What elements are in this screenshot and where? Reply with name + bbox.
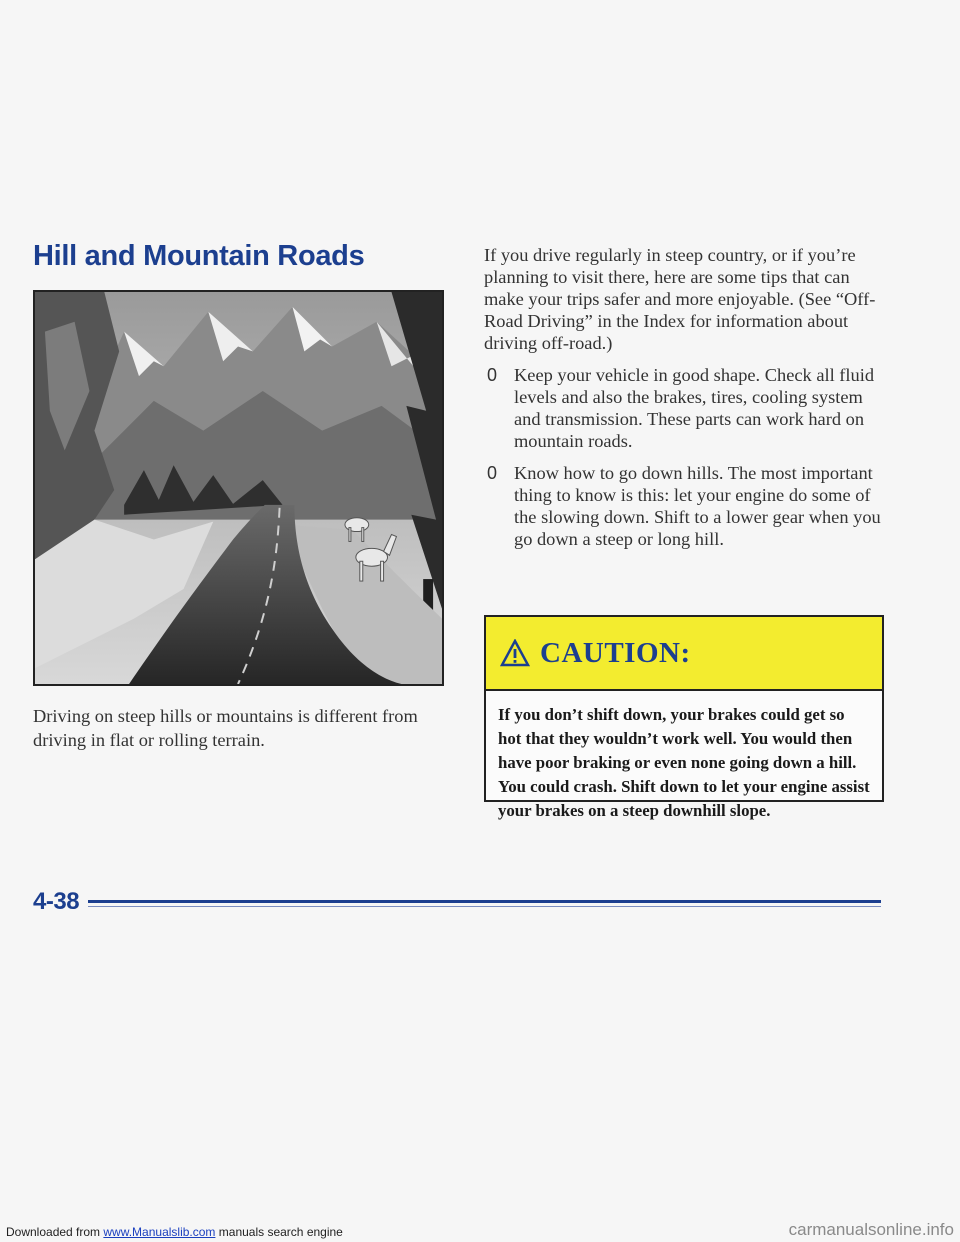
download-notice xyxy=(6,1225,343,1239)
bullet-marker: 0 xyxy=(487,365,498,385)
download-suffix: manuals search engine xyxy=(215,1225,343,1239)
right-column xyxy=(484,244,884,550)
section-title: Hill and Mountain Roads xyxy=(33,240,365,272)
bullet-text: Keep your vehicle in good shape. Check all fluid levels and also the brakes, tires, cooling system and transmission. These parts can work hard on mountain roads. xyxy=(514,365,875,451)
illustration-svg xyxy=(35,292,442,684)
bullet-text: Know how to go down hills. The most important thing to know is this: let your engine do some of the slowing down. Shift to a lower gear when you go down a steep or long hill. xyxy=(514,463,881,549)
caution-text: If you don’t shift down, your brakes could get so hot that they wouldn’t work well. You would then have poor braking or even none going down a hill. You could crash. Shift down to let your engine assist your brakes on a steep downhill slope. xyxy=(498,705,870,820)
mountain-road-illustration xyxy=(33,290,444,686)
manualslib-link[interactable]: www.Manualslib.com xyxy=(103,1225,216,1239)
bullet-marker: 0 xyxy=(487,463,498,483)
watermark: carmanualsonline.info xyxy=(788,1220,954,1239)
bullet-item xyxy=(484,364,884,452)
bullet-item xyxy=(484,462,884,550)
footer-rule-thin xyxy=(88,906,881,907)
tips-intro: If you drive regularly in steep country, or if you’re planning to visit there, here are some tips that can make your trips safer and more enjoyable. (See “Off-Road Driving” in the Index for information about driving off-road.) xyxy=(484,245,876,353)
caution-box xyxy=(484,615,884,820)
page-number: 4-38 xyxy=(33,888,80,915)
intro-paragraph: Driving on steep hills or mountains is different from driving in flat or rolling terrain. xyxy=(33,706,418,750)
caution-header xyxy=(486,617,882,691)
caution-label: CAUTION: xyxy=(540,636,691,669)
download-prefix: Downloaded from xyxy=(6,1225,104,1239)
warning-triangle-icon xyxy=(500,639,530,667)
footer-rule xyxy=(88,900,881,903)
